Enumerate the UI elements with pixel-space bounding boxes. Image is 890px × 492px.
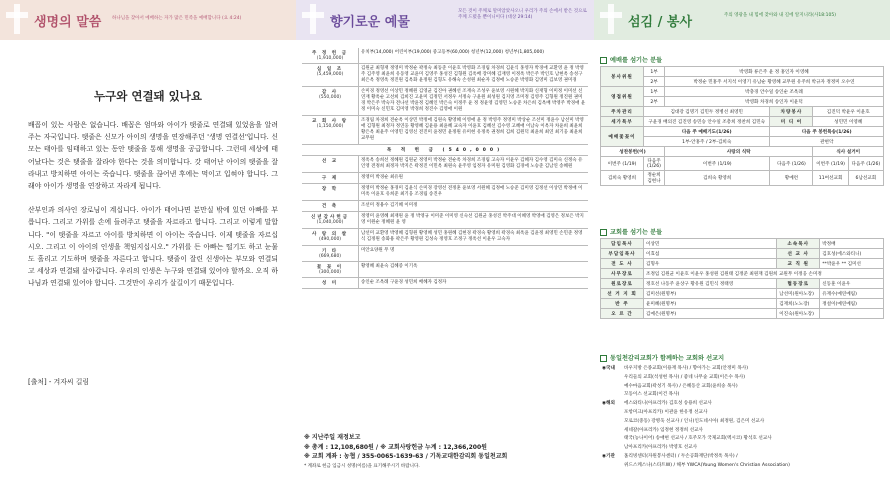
cell: 선 교 사 [777,249,820,259]
mission-text: 포항미크(아프리카) 이관윤 한유정 선교사 [624,409,708,415]
cell: 김희숙 황영희 [665,171,770,186]
mission-text: 세네갈(아프리카) 임정현 정정희 선교사 [624,427,703,433]
mission-category: ◉국내 [602,366,615,371]
cell: 식사 설거이 [813,147,884,157]
offering-amount: (1,150,000) [316,124,344,129]
cell: 김희숙 황영희 [601,171,644,186]
meditation-body [28,119,278,302]
offering-category-name: 장 학 [321,187,339,192]
cell: 담임목사 [601,239,644,249]
meditation-title: 누구와 연결돼 있나요 [94,89,202,103]
mission-line [602,453,882,462]
mission-text: 위드스케스나(스타트W) / 해부 YWCA(Young Women's Christian Association) [624,462,790,468]
cell: 영접위원 [601,87,644,107]
cell: 차량봉사 [770,107,813,117]
finance-account: ※ 교회 계좌 : 농협 / 355-0065-1639-63 / 기독교대한감리회 동일천교회 [304,453,508,460]
offering-amount: (550,000) [318,95,342,100]
mission-line [602,409,882,418]
cell: 1부-안홍주 / 2부-김희숙 [644,137,770,147]
offering-names: 정영미 박경순 최유원 [359,173,589,184]
mission-line [602,400,882,409]
cell: 사무장로 [601,269,644,279]
cell: 2부 [644,97,665,107]
cell: 1부 [644,67,665,77]
cell: 다음주 (1/26) [770,157,813,171]
cell: 부담임목사 [601,249,644,259]
mission-line [602,427,882,436]
offering-category-name: 주 정 헌 금 [311,51,349,56]
service-subtitle: 주의 영광을 내 힘에 찾아와 내 길에 알지니라(사18:105) [724,13,836,18]
cross-icon [6,4,28,34]
offering-amount: (300,000) [318,270,342,275]
missions-heading: 동일천감리교회가 함께하는 교회와 선교지 [600,353,724,362]
offering-names: 정영미 박정순 홍경미 김윤식 손미경 장영선 전정훈 윤보영 서원혜 김정애 노승준 김미영 김정선 이상민 박정애 이미옥 이윤호 유희준 최기웅 조경림 송진우 [359,184,589,201]
offering-amount: (669,680) [318,254,342,259]
offering-row [302,184,588,201]
cell: 정호선 나동주 윤상구 황유원 김민식 정태영 [644,279,777,289]
missions-list [602,365,882,471]
cell: 봉사위원 [601,67,644,87]
offering-row [302,145,588,156]
offering-category [302,212,359,229]
offering-category-name: 사 랑 의 쌀 [311,232,349,237]
cell: 소속목사 [777,239,820,249]
offering-row [302,201,588,212]
worship-servers-table [600,66,884,186]
offering-amount: (1,040,000) [316,220,344,225]
mission-text: 모로코(중동) 강병욱 선교사 / 인니(인도네시아) 최정원, 김은미 선교사 [624,418,765,424]
cell: 미 디 어 [770,117,813,127]
offering-amount: (5,459,000) [316,72,344,77]
offering-amount: (1,910,000) [316,56,344,61]
mission-line [602,444,882,453]
cell: 오 르 간 [601,309,644,319]
offering-category-name: 건 축 [321,204,339,209]
mission-text: 홈리빙센터(자원봉사센터) / 두손공화재단(박정옥 목사) / [624,453,738,459]
cell: 성찬봉헌(이) [601,147,665,157]
mission-text: 남아프리카(아프리카) 박영호 선교사 [624,445,698,451]
mission-category: ◉기관 [602,453,615,459]
mission-line [602,391,882,400]
offering-row [302,87,588,116]
service-title: 섬김 / 봉사 [628,15,693,30]
cell: 김예은(원명부) [644,309,777,319]
offering-category [302,229,359,246]
offering-category-name: 십 일 조 [316,67,344,72]
offering-category-name: 성 미 [321,281,339,286]
cell: 김진덕 박윤우 이윤호 [813,107,884,117]
mission-line [602,374,882,383]
offerings-column [296,0,594,492]
offering-row [302,278,588,289]
meditation-paragraph: 산부인과 의사인 장로님이 계십니다. 아이가 태어나면 분만실 밖에 있던 아빠를 부릅니다. 그리고 가위를 손에 들려주고 탯줄을 자르라고 합니다. 그리고 이렇게 말합니다. "이 탯줄을 자르고 아이를 방치하면 이 아이는 죽습니다. 이제 탯줄을 자르십시오. 그리고 이 아이의 인생을 책임지십시오." 가위를 든 아빠는 떨기도 하고 눈물도 흘리고 기도하며 탯줄을 자른다고 합니다. 탯줄이 잘린 신생아는 부모와 연결되고 세상과 연결돼 살아갑니다. 우리의 인생은 누구와 연결돼 있어야 할까요. 오직 하나님과 연결돼 있어야 합니다. 그것만이 우리가 살길이기 때문입니다. [28,206,278,288]
offering-amount: (490,000) [318,237,342,242]
cell: 김미선(원명부) [644,289,777,299]
cell: 정설이(예연예림) [820,299,884,309]
cell: 조정임 김원균 이윤호 이윤우 홍성원 김원태 김정준 최원재 김원희 교원무 이정웅 손미정 [644,269,884,279]
cell: 김형우 [644,259,777,269]
finance-note: * 계좌로 헌금 입금시 성명(이름)을 표기해주시기 바랍니다. [304,463,420,469]
mission-category [602,435,624,444]
offering-category-name: 기 타 [321,249,339,254]
mission-line [602,462,882,471]
offering-names: 김원균 최형재 정영미 박정순 곽정숙 최동준 이윤호 박영화 조경림 차경희 김윤식 홍영자 박경애 교환영 윤 정 박영주 김주영 최윤희 유동영 교윤미 김영주 홍성진 김형원 김옥배 장미혜 김재영 이정옥 박은주 박인호 남현옥 송성구 최은옥 정영옥 정진원 김옥화 윤정원 김형도 유해숙 손성원 최순자 김정애 노승준 박영화 김영미 김보영 권미경 [359,64,589,87]
offering-category-name: 꽃 꽂 이 [316,265,344,270]
offering-category [302,184,359,201]
worship-servers-heading: 예배를 섬기는 분들 [600,55,662,64]
offering-category [302,48,359,64]
offering-names: 남선미 교환영 박영혜 김형원 황영혜 성민 홍원혜 김현경 곽경숙 황영희 곽경숙 최옥윤 김윤정 최영민 손민준 정영식 김정원 송화용 곽은주 황영원 김성숙 정영호 조정구 정옥선 이윤우 고숙자 [359,229,589,246]
cell: 구윤경 배의진 김진영 송민승 안수일 조총희 정찬희 김민숙 [644,117,770,127]
cell: 황예련 [770,171,813,186]
cell: 다음 주 예배기도(1/26) [644,127,770,137]
cell: 이진숙(원아노장) [777,309,820,319]
offering-row [302,246,588,262]
cell: 유재수(예연예림) [820,289,884,299]
offering-category-name: 구 제 [321,176,339,181]
meditation-source: [출처] - 겨자씨 길림 [28,378,90,386]
mission-line [602,435,882,444]
mission-category [602,418,624,427]
cell: 다음 주 봉헌특송(1/26) [770,127,884,137]
offering-row [302,212,588,229]
cell: 원로장로 [601,279,644,289]
offering-names: 조선미 정용수 김기혜 이미정 [359,201,589,212]
cell: 관현악 [770,137,884,147]
cell: 다음주 (1/26) [848,157,883,171]
finance-report-title: ※ 지난주일 재정보고 [304,434,361,441]
offering-category [302,201,359,212]
offering-row [302,64,588,87]
meditation-paragraph: 배꼽이 있는 사람은 없습니다. 배꼽은 엄마와 아이가 탯줄로 연결돼 있었음을 알려주는 자국입니다. 탯줄은 신모가 아이의 생명을 연장해주던 '생명 연결선'입니다. 신모는 태아를 임태하고 있는 동안 탯줄을 통해 생명을 공급합니다. 그런데 세상에 태어났다는 것은 탯줄을 잘라야 한다는 것을 의미합니다. 갓 태어난 아이의 탯줄을 잘라내고 방치하면 아이는 죽습니다. 탯줄을 끊어낸 후에는 먹이고 입혀야 합니다. 그래야 아이가 생명을 연장하고 자라게 됩니다. [28,121,278,191]
offering-row [302,116,588,145]
cell: 2부 [644,77,665,87]
offering-category [302,246,359,262]
cell: 협동장로 [777,279,820,289]
church-servers-table [600,238,884,319]
service-header [594,0,890,40]
offerings-subtitle: 모든 것이 주께로 말미암았사오니 우리가 주의 손에서 받은 것으로 주께 드렸을 뿐이니이다 (대상 29:14) [458,9,587,20]
word-subtitle: 하나님을 찾아서 예배하는 자가 많은 민족을 예배합니다 (요 4:24) [112,16,242,21]
cell: 다음주 (1/26) [644,157,665,171]
mission-line [602,365,882,374]
mission-category [602,391,624,400]
offerings-header [296,0,594,40]
cell: 박영화 차경희 송인자 이윤덕 [665,97,884,107]
offering-category-name: 교 회 사 랑 [311,119,349,124]
cell: 사랑의 식탁 [665,147,813,157]
cell: 이상민 [644,239,777,249]
mission-category [602,444,624,453]
cell: 정순희 김현나 [644,171,665,186]
offering-names: 유치부(14,000) 어린이부(19,000) 중고등부(60,000) 청년부(12,000) 청년부(1,805,000) [359,48,589,64]
finance-report [304,433,586,471]
offering-row [302,173,588,184]
cell: 박정순 민홍주 서지석 이영기 유남순 황영혜 교무원 유주희 박규자 정정미 오수연 [665,77,884,87]
offering-names: 정영미 윤영혜 최재원 윤 정 박영규 이미준 이미영 신숙선 김원균 홍성진 박주대 이혜영 박영애 김영은 정보은 박지영 이원순 정혜원 윤 영 [359,212,589,229]
mission-text: 에스와티니(아프리카) 김호성 송용희 선교사 [624,401,712,407]
mission-category: ◉해외 [602,401,615,407]
offering-category [302,116,359,145]
offering-names: 손미경 정영선 이상민 정혜원 김영균 김진아 권혜선 조재숙 조성우 윤보영 시원혜 박지화 신재형 이미정 이미선 신연재 황옥순 고선희 김희진 고윤미 김정민 서정우 서정숙 구윤원 최성원 김지영 조미정 김영주 김형원 정진원 권미경 박은주 박숙자 전나선 박윤정 김혜인 박은숙 이정주 윤 정 정윤영 김영민 노승준 차은희 김옥배 박영주 박경애 윤 정 이미숙 신민호 김미영 박경희 정진수 김영애 이원 [359,87,589,116]
offerings-title: 향기로운 예물 [330,15,410,30]
cell: 신동훈 이윤우 [820,279,884,289]
mission-text: 바우지방 은종교회(이용재 목사) / 향아가는 교회(안정미 목사) [624,366,748,371]
offering-category [302,173,359,184]
mission-category [602,383,624,392]
cell: 김재희(노노장) [777,299,820,309]
offering-names: 황영혜 최윤숙 김혜증 이기옥 [359,262,589,278]
word-header [0,0,296,40]
offering-category [302,156,359,173]
cross-icon [302,4,324,34]
offering-category [302,64,359,87]
mission-text: 꼬동이스 선교회(이건 목사) [624,392,680,398]
service-column [594,0,890,492]
cell [820,309,884,319]
cell: 전 도 사 [601,259,644,269]
offering-category [302,278,359,289]
offerings-table [302,48,588,289]
offering-category [302,262,359,278]
cell: **박윤우 ** 김미선 [820,259,884,269]
offering-row [302,48,588,64]
offering-category-name: 신년감사헌금 [310,215,350,220]
cell: 반 주 [601,299,644,309]
cell: 주차관리 [601,107,644,117]
cell: 교 직 원 [777,259,820,269]
cell: 선 거 지 회 [601,289,644,299]
offering-row [302,262,588,278]
word-of-life-column [0,0,296,492]
cell: 6남선교회 [848,171,883,186]
offering-row [302,229,588,246]
finance-totals: ※ 총계 : 12,108,680원 / ※ 교회사랑헌금 누계 : 12,366,200원 [304,443,487,451]
cell: 이효섭 [644,249,777,259]
offering-category-name: 선 교 [321,159,339,164]
church-servers-heading: 교회를 섬기는 분들 [600,227,662,236]
cell: 남선미(원아노장) [777,289,820,299]
cell: 박정배 [820,239,884,249]
cell: 윤미혜(원명부) [644,299,777,309]
cell: 11여선교회 [813,171,848,186]
mission-line [602,383,882,392]
cell: 이번주 (1/19) [813,157,848,171]
offering-names: 조경림 차경희 전순옥 이상민 박정애 김원숙 황영혜 이영애 윤 정 박영주 정영미 박상순 조선미 정윤수 남선미 박영애 김형원 최정자 정연웅 황영혜 김윤용 최윤혜 교숙자 이윤호 김혜선 김수영 고혜애 이남숙 이옥자 차윤희 최윤희 황은옥 최윤주 이영민 김영신 전진미 윤정민 윤정원 유미현 유정옥 권정희 김희 김원덕 최윤희 최연 최기웅 최윤희 교무원 [359,116,589,145]
word-title: 생명의 말씀 [34,15,102,30]
offering-names: 송인순 조옥례 구윤경 성민희 배혜자 김정자 [359,278,589,289]
offering-names: 미안요양원 무 명 [359,246,589,262]
cell: 김호성(에스와티니) [820,249,884,259]
cell: 성민민 이영혜 [813,117,884,127]
cell: 세가특부 [601,117,644,127]
mission-category [602,409,624,418]
cell: 이번주 (1/19) [665,157,770,171]
cross-icon [600,4,622,34]
mission-line [602,418,882,427]
cell: 1부 [644,87,665,97]
offering-row [302,156,588,173]
mission-category [602,462,624,471]
cell: 예배꽃꽂이 [601,127,644,147]
mission-text: 우리들의 교회(석성현 목사) / 좋네 나무숲 교회(이은수 목사) [624,374,746,380]
cell: 김대강 김명기 김민두 정병선 최영민 [644,107,770,117]
mission-category [602,427,624,436]
cell: 이번주 (1/19) [601,157,644,171]
mission-category [602,374,624,383]
cell: 박영화 류은주 윤 정 홍인자 이영혜 [665,67,884,77]
offering-names: 정옥옥 송희선 정혜원 김원균 정영미 박정순 전순옥 차경희 조경림 고숙자 이윤우 김혜자 김수영 김미숙 신정숙 유인영 전정희 최정자 박지은 곽정진 이민옥 최원숙 윤주영 임정자 유미원 김영화 김경애 노승준 김남연 송혜원 [359,156,589,173]
offering-category-name: 감 사 [321,90,339,95]
cell: 박충경 안수일 송인순 조옥례 [665,87,884,97]
offering-section-title: 목 적 헌 금 (540,000) [302,145,588,156]
mission-text: 예수마음교회(곽성기 목사) / 은혜동산 교회(윤희숭 목사) [624,383,738,389]
offering-category [302,87,359,116]
mission-text: 태국(농나이어) 송애현 선교사 / 호주모가 국제교회(멕시코) 황석호 선교사 [624,436,772,442]
